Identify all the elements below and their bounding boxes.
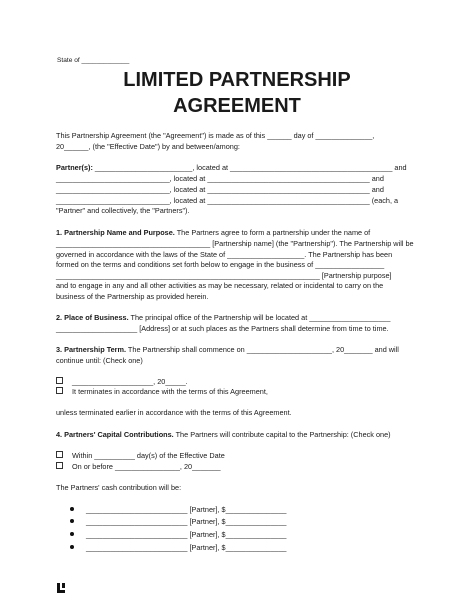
- intro-line-1: This Partnership Agreement (the "Agreement") is made as of this ______ day of ______________,: [56, 131, 375, 140]
- section3-line-1-rest: The Partnership shall commence on _____________________, 20_______ and will: [126, 345, 399, 354]
- partners-line-1: [56, 163, 407, 174]
- list-item: [70, 505, 286, 516]
- section3-option-1-label: ____________________, 20_____.: [72, 377, 188, 386]
- section3-footer: unless terminated earlier in accordance with the terms of this Agreement.: [56, 408, 292, 417]
- bullet-icon: [70, 519, 74, 523]
- section3-option-2: [56, 387, 268, 398]
- section3-heading: 3. Partnership Term.: [56, 345, 127, 354]
- bullet-icon: [70, 532, 74, 536]
- section1-line-2: ______________________________________ [Partnership name] (the "Partnership"). The Partnership will be: [56, 239, 414, 248]
- partners-line-1-rest: ________________________, located at ________________________________________ and: [92, 163, 407, 172]
- section1-heading: 1. Partnership Name and Purpose.: [56, 228, 175, 237]
- checkbox-icon[interactable]: [56, 387, 63, 394]
- list-item-text: _________________________ [Partner], $_______________: [86, 517, 287, 526]
- section2-heading: 2. Place of Business.: [56, 313, 129, 322]
- cash-contribution-line: The Partners' cash contribution will be:: [56, 483, 182, 492]
- section4-line-1: [56, 430, 391, 441]
- section4-option-2: [56, 462, 221, 473]
- section3-line-2: continue until: (Check one): [56, 356, 143, 365]
- intro-line-2: 20______, (the "Effective Date") by and between/among:: [56, 142, 240, 151]
- list-item-text: _________________________ [Partner], $_______________: [86, 543, 287, 552]
- partners-line-5: "Partner" and collectively, the "Partners").: [56, 206, 190, 215]
- section4-option-1-label: Within __________ day(s) of the Effective Date: [72, 451, 225, 460]
- partners-line-3: ____________________________, located at ________________________________________ and: [56, 185, 384, 194]
- section4-option-1: [56, 451, 225, 462]
- section4-option-2-label: On or before ________________, 20_______: [72, 462, 221, 471]
- section2-line-1-rest: The principal office of the Partnership will be located at ____________________: [128, 313, 391, 322]
- list-item-text: _________________________ [Partner], $_______________: [86, 530, 287, 539]
- section2-line-1: [56, 313, 390, 324]
- section1-line-3: governed in accordance with the laws of the State of ___________________. The Partnership has been: [56, 250, 393, 259]
- list-item: [70, 517, 286, 528]
- list-item: [70, 543, 286, 554]
- section1-line-1-rest: The Partners agree to form a partnership under the name of: [174, 228, 371, 237]
- section1-line-5: _________________________________________________________________ [Partnership purpose]: [56, 271, 392, 280]
- checkbox-icon[interactable]: [56, 377, 63, 384]
- section3-line-1: [56, 345, 399, 356]
- title-line-2: AGREEMENT: [173, 95, 301, 117]
- partners-line-2: ____________________________, located at ________________________________________ and: [56, 174, 384, 183]
- bullet-icon: [70, 507, 74, 511]
- partners-line-4: ____________________________, located at ________________________________________ (each, a: [56, 196, 399, 205]
- section4-heading: 4. Partners' Capital Contributions.: [56, 430, 174, 439]
- section1-line-6: and to engage in any and all other activities as may be necessary, related or incidental to carry on the: [56, 281, 384, 290]
- list-item-text: _________________________ [Partner], $_______________: [86, 505, 287, 514]
- section1-line-1: [56, 228, 370, 239]
- checkbox-icon[interactable]: [56, 462, 63, 469]
- section2-line-2: ____________________ [Address] or at such places as the Partners shall determine from time to time.: [56, 324, 389, 333]
- section4-line-1-rest: The Partners will contribute capital to the Partnership: (Check one): [173, 430, 391, 439]
- bullet-icon: [70, 545, 74, 549]
- checkbox-icon[interactable]: [56, 451, 63, 458]
- lawdistrict-logo-icon: [57, 583, 65, 593]
- section3-option-2-label: It terminates in accordance with the terms of this Agreement,: [72, 387, 268, 396]
- state-line: State of _____________: [57, 57, 130, 64]
- section1-line-7: business of the Partnership as provided herein.: [56, 292, 209, 301]
- section1-line-4: formed on the terms and conditions set forth below to engage in the business of _________________: [56, 260, 385, 269]
- list-item: [70, 530, 286, 541]
- partners-label: Partner(s):: [56, 163, 93, 172]
- title-line-1: LIMITED PARTNERSHIP: [123, 69, 351, 91]
- section3-option-1: [56, 377, 188, 388]
